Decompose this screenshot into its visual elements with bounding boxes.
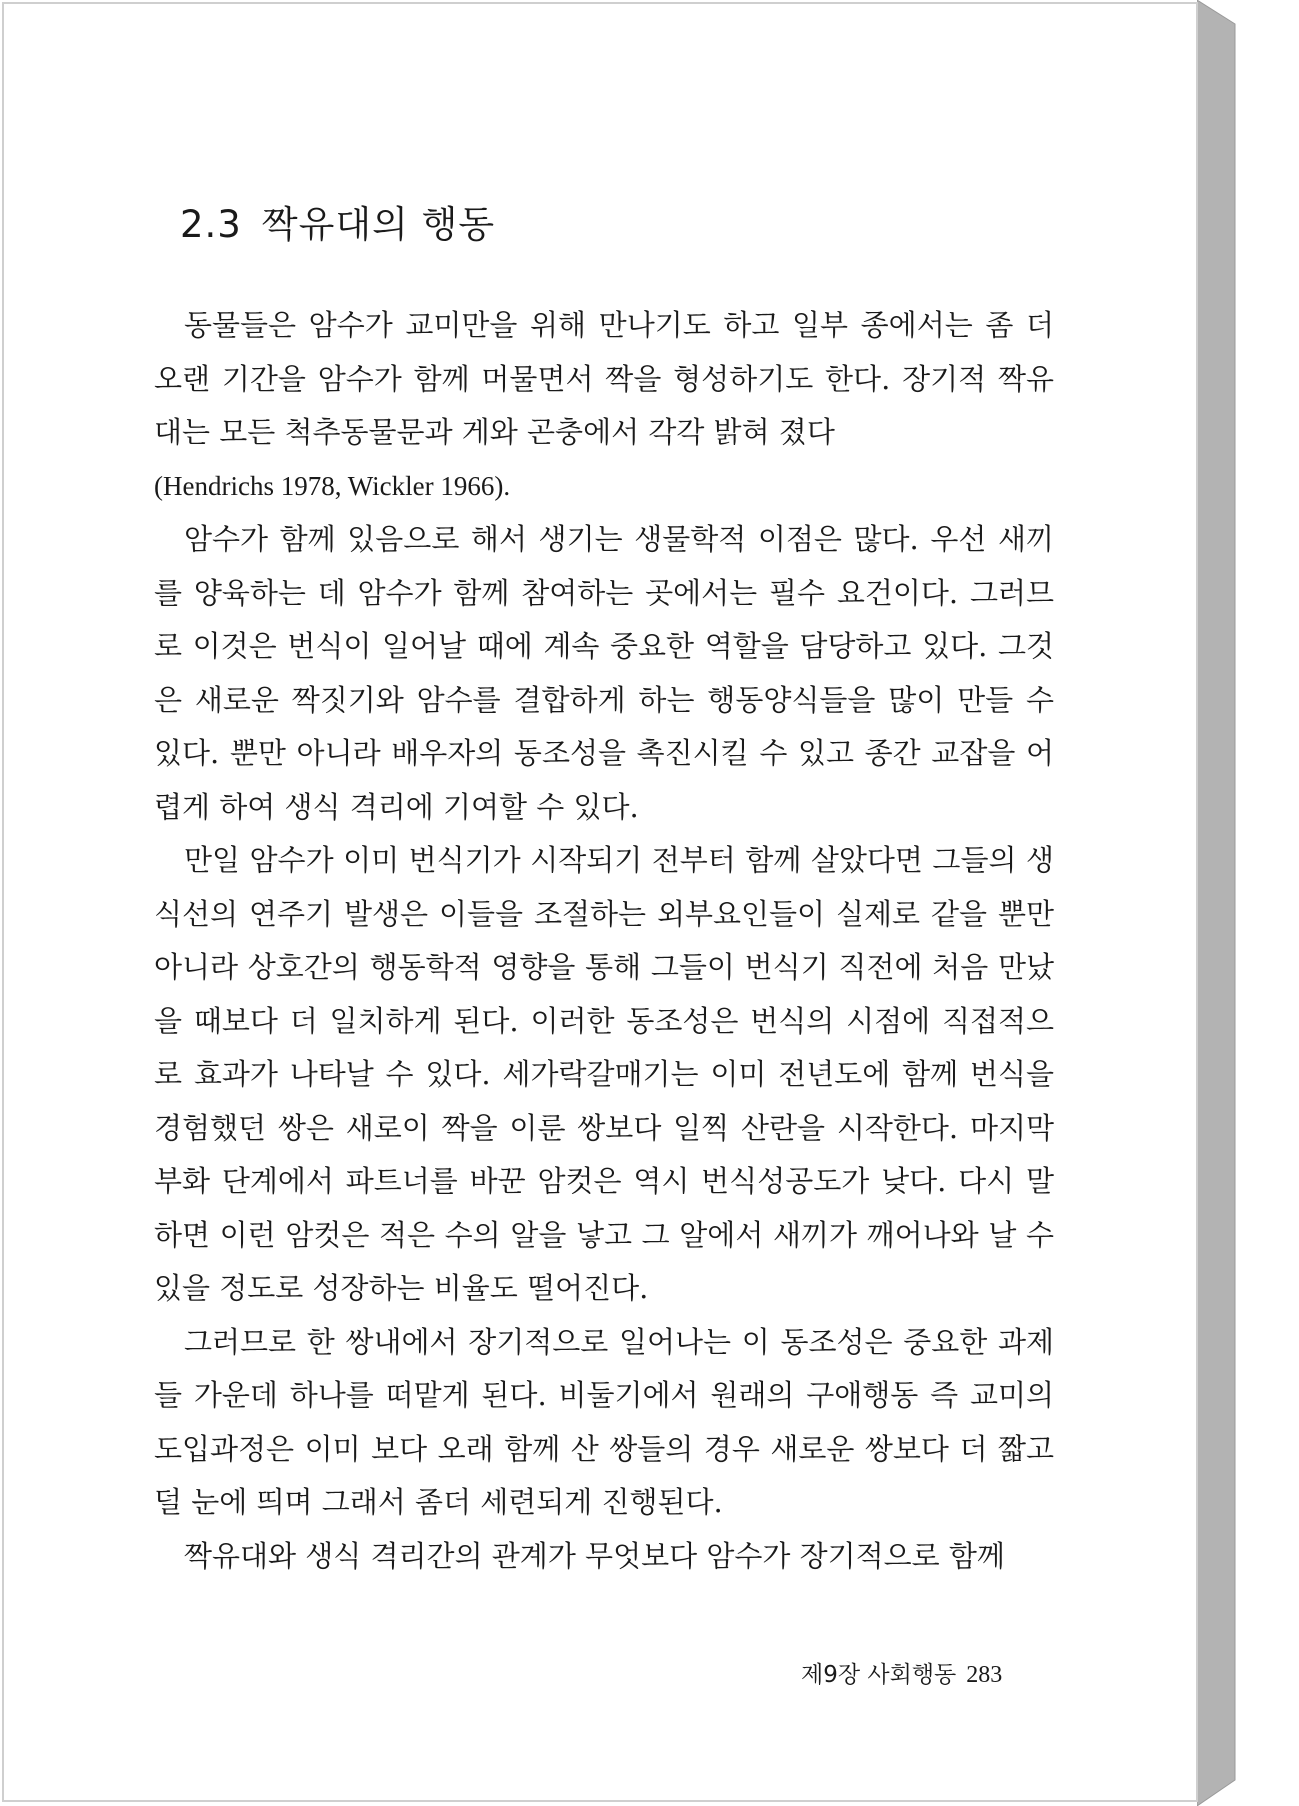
body-text <box>154 299 1054 1583</box>
book-page <box>2 2 1198 1802</box>
paragraph: 동물들은 암수가 교미만을 위해 만나기도 하고 일부 종에서는 좀 더 오랜 기간을 암수가 함께 머물면서 짝을 형성하기도 한다. 장기적 짝유대는 모든 척추동물문과 게와 곤충에서 각각 밝혀 졌다 <box>154 308 1054 449</box>
page-footer <box>801 1656 1002 1689</box>
section-heading <box>180 194 495 248</box>
section-number: 2.3 <box>180 203 242 246</box>
chapter-label: 제9장 사회행동 <box>801 1662 957 1688</box>
paragraph: 만일 암수가 이미 번식기가 시작되기 전부터 함께 살았다면 그들의 생식선의 연주기 발생은 이들을 조절하는 외부요인들이 실제로 같을 뿐만 아니라 상호간의 행동학적 영향을 통해 그들이 번식기 직전에 처음 만났을 때보다 더 일치하게 된다. 이러한 동조성은 번식의 시점에 직접적으로 효과가 나타날 수 있다. 세가락갈매기는 이미 전년도에 함께 번식을 경험했던 쌍은 새로이 짝을 이룬 쌍보다 일찍 산란을 시작한다. 마지막 부화 단계에서 파트너를 바꾼 암컷은 역시 번식성공도가 낮다. 다시 말하면 이런 암컷은 적은 수의 알을 낳고 그 알에서 새끼가 깨어나와 날 수 있을 정도로 성장하는 비율도 떨어진다. <box>154 843 1054 1305</box>
page-number: 283 <box>966 1662 1003 1688</box>
paragraph: 짝유대와 생식 격리간의 관계가 무엇보다 암수가 장기적으로 함께 <box>184 1538 1005 1573</box>
paragraph: 암수가 함께 있음으로 해서 생기는 생물학적 이점은 많다. 우선 새끼를 양육하는 데 암수가 함께 참여하는 곳에서는 필수 요건이다. 그러므로 이것은 번식이 일어날 때에 계속 중요한 역할을 담당하고 있다. 그것은 새로운 짝짓기와 암수를 결합하게 하는 행동양식들을 많이 만들 수 있다. 뿐만 아니라 배우자의 동조성을 촉진시킬 수 있고 종간 교잡을 어렵게 하여 생식 격리에 기여할 수 있다. <box>154 522 1054 824</box>
section-title: 짝유대의 행동 <box>261 203 496 246</box>
citation-line: (Hendrichs 1978, Wickler 1966). <box>154 470 511 501</box>
paragraph: 그러므로 한 쌍내에서 장기적으로 일어나는 이 동조성은 중요한 과제들 가운데 하나를 떠맡게 된다. 비둘기에서 원래의 구애행동 즉 교미의 도입과정은 이미 보다 오래 함께 산 쌍들의 경우 새로운 쌍보다 더 짧고 덜 눈에 띄며 그래서 좀더 세련되게 진행된다. <box>154 1324 1054 1519</box>
page-stack-edge <box>1197 0 1237 1806</box>
